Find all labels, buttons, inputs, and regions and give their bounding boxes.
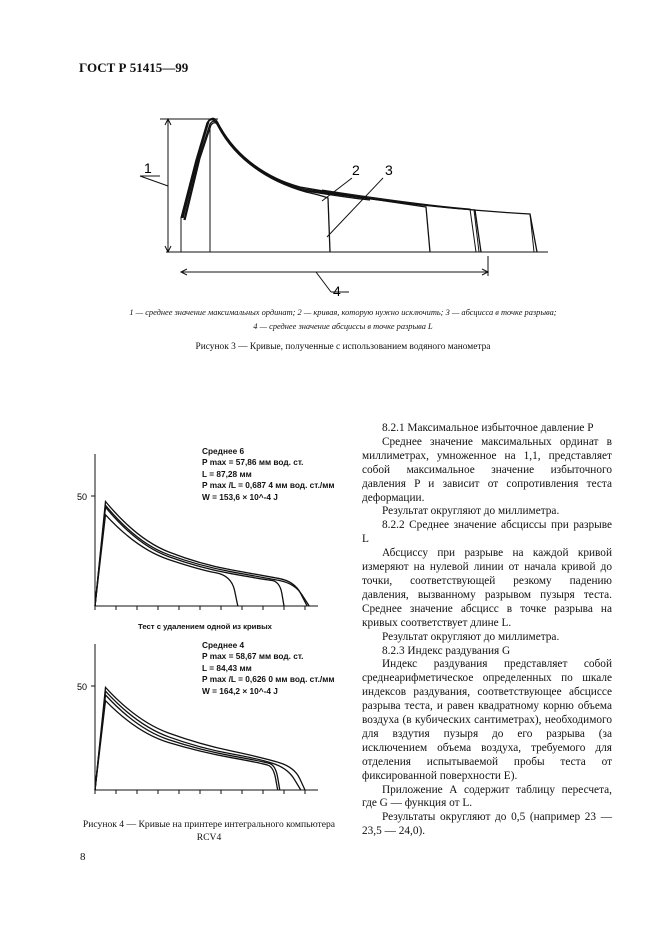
chart-top-W: W = 153,6 × 10^-4 J: [202, 491, 278, 502]
paragraph: Приложение А содержит таблицу пересчета, где G — функция от L.: [362, 783, 612, 810]
callout-3: 3: [385, 162, 393, 178]
page-number: 8: [80, 851, 86, 863]
chart-top-pmax: P max = 57,86 мм вод. ст.: [202, 457, 304, 468]
paragraph: Результат округляют до миллиметра.: [382, 505, 560, 518]
chart-top-series-3: [95, 507, 284, 606]
chart-bottom-stats: [202, 640, 335, 697]
chart-bottom-ratio: P max /L = 0,626 0 мм вод. ст./мм: [202, 674, 335, 685]
document-header: ГОСТ Р 51415—99: [79, 60, 189, 75]
chart-top-y-tick: 50: [77, 492, 88, 502]
chart-top-title: Среднее 6: [202, 446, 245, 456]
text-column: [362, 422, 612, 839]
callout-4: 4: [333, 283, 341, 299]
chart-top-series-4: [95, 515, 238, 606]
section-8-2-1-heading: 8.2.1 Максимальное избыточное давление P: [382, 422, 594, 434]
chart-bottom-series-1: [95, 687, 305, 790]
figure-4-caption: Рисунок 4 — Кривые на принтере интегрального компьютера RCV4: [82, 819, 336, 843]
paragraph: Результат округляют до миллиметра.: [382, 630, 560, 643]
callout-1-leader: [140, 176, 168, 186]
chart-bottom-pmax: P max = 58,67 мм вод. ст.: [202, 651, 304, 662]
callout-4-leader: [316, 272, 331, 292]
chart-bottom-y-tick: 50: [77, 682, 88, 692]
section-8-2-3-heading: 8.2.3 Индекс раздувания G: [382, 644, 511, 657]
section-8-2-2-heading: 8.2.2 Среднее значение абсциссы при разрыве L: [362, 519, 612, 546]
chart-top-L: L = 87,28 мм: [202, 468, 252, 479]
callout-3-leader: [327, 178, 383, 237]
chart-top-series-2: [95, 505, 309, 606]
paragraph: Индекс раздувания представляет собой среднеарифметическое определенных по шкале индексов раздувания, соответствующее абсциссе разрыва теста, и равен квадратному корню объема воздуха (в кубических сантиметрах), необходимого для вздутия пузыря до его разрыва (за исключением объема воздуха, требуемого для отделения испытываемой пробы теста от фиксированной поверхности E).: [362, 658, 612, 782]
figure-3-legend-line-1: 1 — среднее значение максимальных ординат; 2 — кривая, которую нужно исключить; 3 — абсцисса в точке разрыва;: [129, 308, 557, 317]
paragraph: Результаты округляют до 0,5 (например 23 — 23,5 — 24,0).: [362, 811, 612, 838]
figure-3-title: Рисунок 3 — Кривые, полученные с использованием водяного манометра: [195, 342, 491, 352]
chart-top-series-1: [95, 502, 307, 607]
paragraph: Абсциссу при разрыве на каждой кривой измеряют на нулевой линии от начала кривой до точки, соответствующей резкому падению давления, вызванному разрывом пузыря теста. Среднее значение абсцисс в точке разрыва на кривых соответствует длине L.: [362, 547, 612, 629]
callout-2: 2: [352, 162, 360, 178]
paragraph: Среднее значение максимальных ординат в миллиметрах, умноженное на 1,1, представляет собой максимальное значение избыточного давления P и зависит от сопротивления теста деформации.: [362, 435, 612, 504]
chart-bottom-title: Среднее 4: [202, 640, 245, 650]
chart-bottom-L: L = 84,43 мм: [202, 662, 252, 673]
chart-middle-label: Тест с удалением одной из кривых: [138, 622, 272, 631]
callout-1: 1: [144, 160, 152, 176]
chart-bottom-W: W = 164,2 × 10^-4 J: [202, 685, 278, 696]
chart-top-stats: [202, 446, 335, 503]
chart-bottom-series-2: [95, 691, 301, 790]
chart-top-ratio: P max /L = 0,687 4 мм вод. ст./мм: [202, 480, 335, 491]
figure-3-legend: [80, 306, 606, 334]
figure-3-legend-line-2: 4 — среднее значение абсциссы в точке разрыва L: [253, 322, 433, 331]
